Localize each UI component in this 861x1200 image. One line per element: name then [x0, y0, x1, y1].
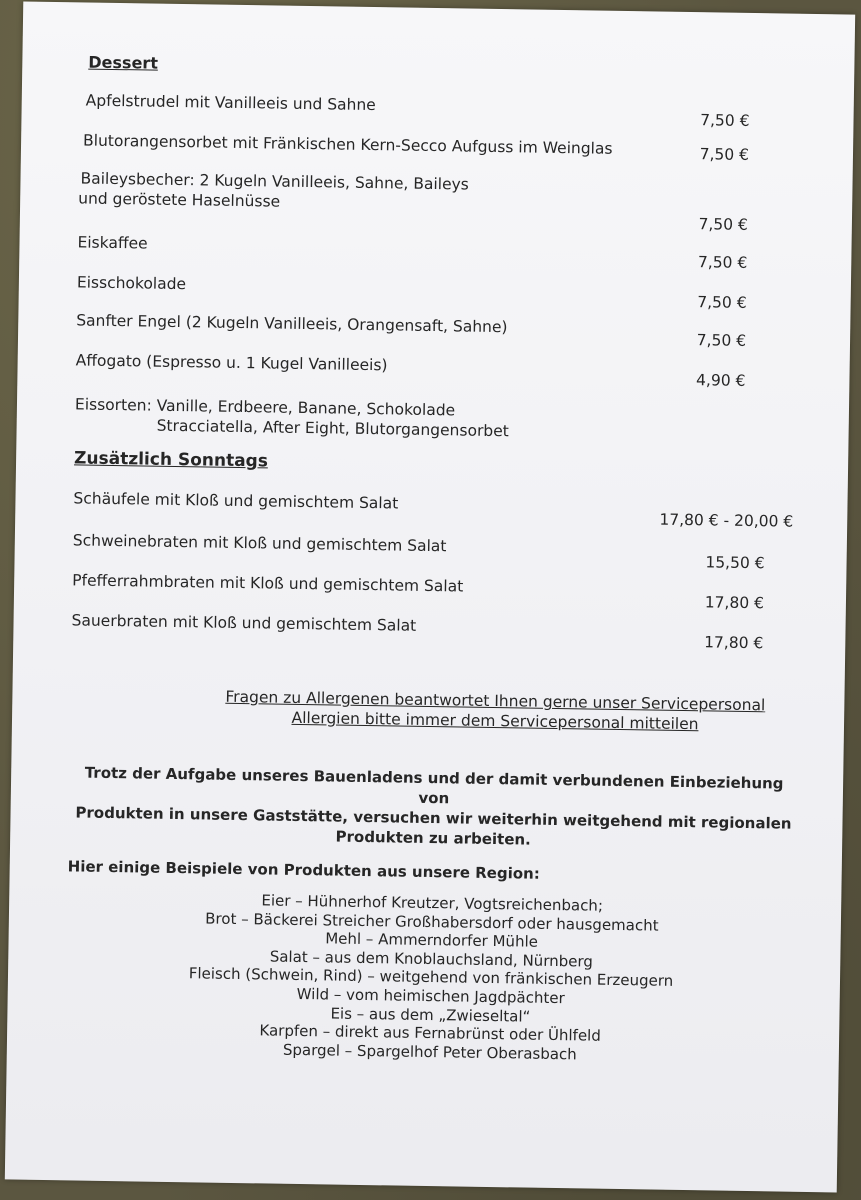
region-product: Mehl – Ammerndorfer Mühle: [325, 929, 539, 951]
dessert-item-price: 4,90 €: [695, 371, 746, 390]
regional-notice: [68, 762, 799, 853]
sonntags-item-price: 17,80 € - 20,00 €: [659, 510, 794, 531]
examples-title: Hier einige Beispiele von Produkten aus unsere Region:: [67, 857, 540, 883]
sonntags-item-name: Schweinebraten mit Kloß und gemischtem Salat: [72, 531, 447, 556]
dessert-item-price: 7,50 €: [698, 215, 749, 234]
dessert-item-price: 7,50 €: [697, 253, 748, 272]
dessert-title: Dessert: [88, 52, 159, 73]
dessert-item-name: Baileysbecher: 2 Kugeln Vanilleeis, Sahne, Baileys: [80, 169, 469, 194]
region-product: Eis – aus dem „Zwieseltal“: [330, 1004, 531, 1026]
region-product: Brot – Bäckerei Streicher Großhabersdorf oder hausgemacht: [205, 909, 659, 935]
sonntags-item-price: 17,80 €: [704, 633, 764, 653]
region-products-list: [65, 888, 798, 1067]
region-product: Spargel – Spargelhof Peter Oberasbach: [282, 1040, 577, 1064]
sonntags-item-name: Sauerbraten mit Kloß und gemischtem Salat: [71, 611, 417, 635]
region-product: Eier – Hühnerhof Kreutzer, Vogtsreichenbach;: [261, 891, 604, 915]
dessert-item: [78, 168, 809, 243]
dessert-item-name: Eiskaffee: [77, 233, 148, 253]
region-product: Wild – vom heimischen Jagdpächter: [296, 984, 565, 1008]
allergen-line: Allergien bitte immer dem Servicepersonal mitteilen: [291, 708, 699, 734]
region-product: Fleisch (Schwein, Rind) – weitgehend von fränkischen Erzeugern: [188, 964, 674, 991]
dessert-item-name-continued: und geröstete Haselnüsse: [78, 189, 281, 211]
dessert-item-name: Sanfter Engel (2 Kugeln Vanilleeis, Orangensaft, Sahne): [76, 311, 508, 337]
sonntags-list: [71, 488, 803, 661]
sonntags-item-name: Schäufele mit Kloß und gemischtem Salat: [73, 489, 399, 513]
dessert-item-name: Apfelstrudel mit Vanilleeis und Sahne: [85, 91, 376, 115]
dessert-item-price: 7,50 €: [699, 145, 750, 164]
eissorten-info: [75, 394, 806, 445]
regional-notice-line: Produkten in unsere Gaststätte, versuchen wir weiterhin weitgehend mit regionalen: [75, 803, 792, 833]
dessert-list: [75, 90, 810, 395]
eissorten-line: Stracciatella, After Eight, Blutorgangensorbet: [156, 416, 509, 441]
regional-notice-line: Produkten zu arbeiten.: [335, 827, 531, 849]
dessert-item-name: Blutorangensorbet mit Fränkischen Kern-Secco Aufguss im Weinglas: [82, 131, 613, 158]
allergen-notice: [70, 684, 801, 735]
allergen-line: Fragen zu Allergenen beantwortet Ihnen gerne unser Servicepersonal: [225, 687, 766, 715]
dessert-item-price: 7,50 €: [697, 293, 747, 312]
sonntags-item-price: 17,80 €: [704, 593, 765, 613]
region-product: Salat – aus dem Knoblauchsland, Nürnberg: [269, 947, 594, 971]
menu-content: [65, 52, 811, 1067]
sonntags-title: Zusätzlich Sonntags: [73, 448, 269, 472]
sonntags-item-price: 15,50 €: [705, 553, 765, 573]
dessert-item-price: 7,50 €: [700, 111, 750, 130]
regional-notice-line: Trotz der Aufgabe unseres Bauenladens und der damit verbundenen Einbeziehung von: [84, 763, 784, 808]
dessert-item-name: Affogato (Espresso u. 1 Kugel Vanilleeis): [75, 351, 388, 375]
eissorten-line: Eissorten: Vanille, Erdbeere, Banane, Schokolade: [74, 395, 456, 420]
region-product: Karpfen – direkt aus Fernabrünst oder Ühlfeld: [259, 1021, 601, 1045]
dessert-item-price: 7,50 €: [696, 331, 747, 350]
sonntags-item-name: Pfefferrahmbraten mit Kloß und gemischtem Salat: [72, 571, 464, 596]
menu-sheet: [5, 2, 855, 1193]
dessert-item-name: Eisschokolade: [76, 273, 187, 294]
